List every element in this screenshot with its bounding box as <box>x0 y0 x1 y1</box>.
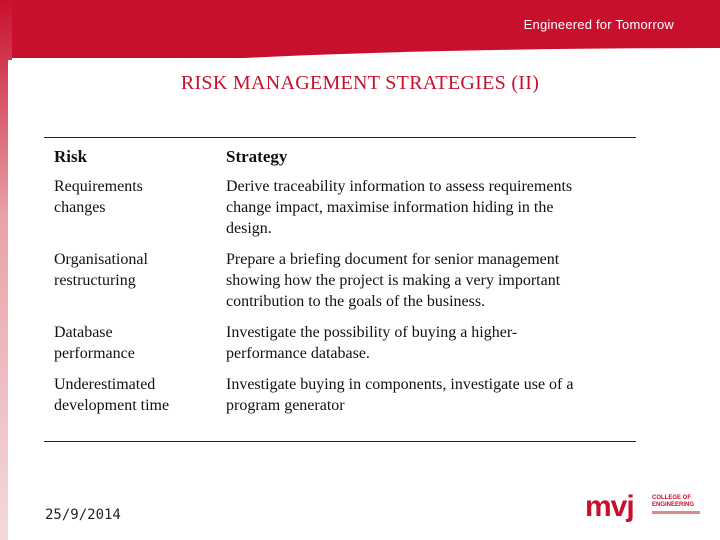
column-header-strategy: Strategy <box>226 147 288 166</box>
risk-cell: Requirements changes <box>54 178 143 216</box>
slide-title: RISK MANAGEMENT STRATEGIES (II) <box>180 72 540 94</box>
left-edge-gap <box>8 60 16 540</box>
strategy-cell: Investigate the possibility of buying a higher- performance database. <box>226 324 518 362</box>
risk-cell: Underestimated development time <box>54 376 170 414</box>
logo-text: COLLEGE OF ENGINEERING <box>652 495 695 508</box>
risk-cell: Organisational restructuring <box>54 251 148 289</box>
table-row <box>54 249 634 312</box>
column-header-risk: Risk <box>54 147 88 166</box>
table-bottom-rule <box>44 441 636 442</box>
table-top-rule <box>44 137 636 138</box>
header-tagline: Engineered for Tomorrow <box>523 17 674 32</box>
strategy-cell: Prepare a briefing document for senior management showing how the project is making a very important contribution to the goals of the business. <box>226 251 561 310</box>
table-row <box>54 176 634 239</box>
strategy-cell: Derive traceability information to assess requirements change impact, maximise information hiding in the design. <box>226 178 573 237</box>
table-row <box>54 374 634 416</box>
risk-table <box>54 147 634 426</box>
logo-underline <box>652 511 700 514</box>
logo-mark: mvj <box>585 490 634 523</box>
strategy-cell: Investigate buying in components, investigate use of a program generator <box>226 376 574 414</box>
table-header <box>54 147 634 167</box>
college-logo <box>585 490 705 530</box>
table-row <box>54 322 634 364</box>
risk-cell: Database performance <box>54 324 135 362</box>
slide-date: 25/9/2014 <box>45 507 121 523</box>
